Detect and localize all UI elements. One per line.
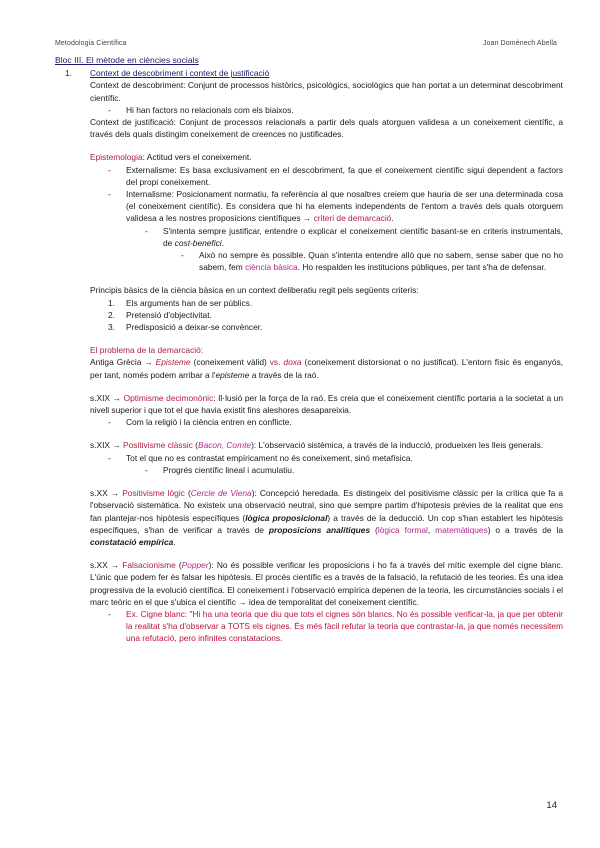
item-text: Els arguments han de ser públics. bbox=[126, 297, 253, 308]
falsacionisme-text: ): No és possible verificar les proposicions i ho fa a través del mític exemple del cigne blanc. L'únic que podem fer és falsar les hipòtesis. El procés científic es a través de la falsació, la refutació de les teories. És una idea progressiva de la evolució científica. El coneixement i l'observació empírica depenen de la teoria, les circumstàncies socials i el marc teòric en el que s'ubica el científic → idea de temporalitat del coneixement científic. bbox=[90, 560, 563, 607]
dash-bullet: - bbox=[145, 225, 148, 236]
dash-bullet: - bbox=[145, 464, 148, 475]
sxix-optimisme-paragraph bbox=[90, 392, 563, 416]
popper-term: Popper bbox=[181, 560, 209, 571]
sintenta-item bbox=[163, 225, 563, 249]
dash-bullet: - bbox=[108, 164, 111, 175]
dash-bullet: - bbox=[181, 250, 184, 261]
positivisme-logic-text: ) a través de la deducció. Un cop s'han establert les hipòtesis específiques, s'han de verificar a través de bbox=[90, 512, 563, 535]
positivisme-classic-text: ): L'observació sistèmica, a través de la inducció, produeixen les lleis generals. bbox=[251, 440, 544, 451]
justificacio-text: Conjunt de processos relacionals a partir dels quals atorguen validesa a un coneixement científic, a través dels quals distingim coneixement de creences no justificades. bbox=[90, 117, 563, 140]
proposicions-analitiques-term: proposicions analítiques bbox=[268, 524, 371, 535]
dash-bullet: - bbox=[108, 189, 111, 200]
authors-term: Bacon, Comte bbox=[197, 440, 252, 451]
descobriment-block bbox=[55, 79, 563, 103]
list-item bbox=[55, 249, 563, 273]
justificacio-paragraph bbox=[90, 116, 563, 140]
principis-intro: Principis bàsics de la ciència bàsica en un context deliberatiu regit pels següents criteris: bbox=[90, 285, 419, 296]
positivisme-classic-paragraph bbox=[90, 439, 563, 451]
falsacionisme-paragraph bbox=[90, 559, 563, 608]
dash-bullet: - bbox=[108, 417, 111, 428]
page-content bbox=[55, 54, 563, 645]
paren-open: ( bbox=[370, 524, 378, 535]
positivisme-classic-bullet: Tot el que no es contrastat empíricament no és coneixement, sinó metafísica. bbox=[126, 452, 413, 463]
principis-block bbox=[55, 284, 563, 296]
internalisme-item bbox=[126, 188, 563, 225]
constatacio-empirica-term: constatació empírica bbox=[90, 536, 174, 547]
cigne-blanc-example: Ex. Cigne blanc: "Hi ha una teoria que diu que tots el cignes són blancs. No és possible verificar-la, ja que per obtenir la realitat s'ha d'observar a TOTS els cignes. És més fàcil refutar la teoria que contrastar-la, ja que només necessitem una refutació, pero infinites constatacions. bbox=[126, 608, 563, 644]
section-number: 1. bbox=[65, 68, 72, 79]
bloc-title: Bloc III. El mètode en ciències socials bbox=[55, 55, 199, 65]
cercle-viena-term: Cercle de Viena bbox=[190, 488, 252, 499]
header-left: Metodologia Científica bbox=[55, 40, 127, 47]
dash-bullet: - bbox=[108, 452, 111, 463]
item-text: Pretensió d'objectivitat. bbox=[126, 309, 212, 320]
vs-term: vs. bbox=[269, 357, 281, 368]
century-lead: s.XIX → bbox=[90, 392, 124, 403]
century-lead: s.XIX → bbox=[90, 440, 124, 451]
criteri-end: . bbox=[391, 213, 394, 224]
list-item bbox=[55, 188, 563, 225]
list-item bbox=[55, 297, 563, 309]
falsacionisme-label: Falsacionisme bbox=[122, 560, 176, 571]
demarcacio-text: a través de la raó. bbox=[249, 369, 319, 380]
century-lead: s.XX → bbox=[90, 488, 123, 499]
item-number: 2. bbox=[108, 309, 115, 320]
positivisme-logic-text: ) o a través de la bbox=[487, 524, 564, 535]
demarcacio-title: El problema de la demarcació: bbox=[90, 345, 204, 356]
list-item bbox=[55, 164, 563, 188]
item-number: 1. bbox=[108, 297, 115, 308]
list-item bbox=[55, 464, 563, 476]
epistemologia-heading bbox=[90, 151, 563, 163]
list-item bbox=[55, 452, 563, 464]
demarcacio-text: (coneixement distorsionat o no justificat). L'entorn físic és enganyós, per tant, només podem arribar a l' bbox=[90, 357, 563, 380]
paren-open: ( bbox=[175, 560, 182, 571]
positivisme-classic-sub: Progrés científic lineal i acumulatiu. bbox=[163, 464, 295, 475]
demarcacio-block bbox=[55, 344, 563, 381]
paren-open: ( bbox=[192, 440, 198, 451]
descobriment-text: Conjunt de processos històrics, psicològics, sociològics que han portat a un determinat descobriment científic. bbox=[90, 80, 563, 103]
list-item bbox=[55, 309, 563, 321]
list-item bbox=[55, 225, 563, 249]
sxx-positivisme-logic-block bbox=[55, 487, 563, 548]
epistemologia-label: Epistemologia bbox=[90, 152, 143, 163]
sxx-falsacionisme-block bbox=[55, 559, 563, 608]
epistemologia-rest: : Actitud vers el coneixement. bbox=[142, 152, 252, 163]
dash-bullet: - bbox=[108, 608, 111, 619]
list-item bbox=[55, 416, 563, 428]
positivisme-logic-paragraph bbox=[90, 487, 563, 548]
optimisme-bullet: Com la religió i la ciència entren en conflicte. bbox=[126, 417, 292, 428]
ciencia-basica-link: ciència bàsica bbox=[245, 262, 298, 273]
demarcacio-text: Antiga Grècia → bbox=[90, 357, 156, 368]
aixo-text-end: . Ho respalden les institucions públiques, per tant s'ha de defensar. bbox=[297, 262, 547, 273]
list-item bbox=[55, 104, 563, 116]
cost-benefici-term: cost-benefici bbox=[174, 237, 222, 248]
justificacio-block bbox=[55, 116, 563, 140]
criteri-link: criteri de demarcació bbox=[313, 213, 392, 224]
descobriment-paragraph bbox=[90, 79, 563, 103]
paren-open: ( bbox=[184, 488, 191, 499]
demarcacio-text: (coneixement vàlid) bbox=[190, 357, 270, 368]
episteme-term: Episteme bbox=[155, 357, 191, 368]
justificacio-label: Context de justificació: bbox=[90, 117, 176, 128]
internalisme-text: Internalisme: Posicionament normatiu, fa referència al que nosaltres creiem que hauria de ser una determinada cosa (el coneixement científic). Es considera que hi ha elements independents de l'entorn a través dels quals otorguem validesa a les nostres proposicions científiques → bbox=[126, 189, 563, 224]
aixo-text: Això no sempre és possible. Quan s'intenta entendre allò que no sabem, sense saber que no ho sabem, fem bbox=[199, 250, 563, 273]
sxix-positivisme-block bbox=[55, 439, 563, 451]
positivisme-logic-text: ): Concepció heredada. Es distingeix del positivisme clàssic per la crítica que fa a l'observació sistemàtica. No existeix una observació neutral, sino que sempre partim d'hipotesis prèvies de la realitat que ens fan plantejar-nos hipòtesis específiques ( bbox=[90, 488, 564, 523]
positivisme-classic-label: Positivisme clàssic bbox=[123, 440, 193, 451]
optimisme-label: Optimisme decimonònic bbox=[123, 392, 214, 403]
episteme-term-2: episteme bbox=[215, 369, 250, 380]
descobriment-label: Context de descobriment: bbox=[90, 80, 186, 91]
logica-formal-term: lògica formal bbox=[377, 524, 428, 535]
section-title: Context de descobriment i context de justificació bbox=[90, 68, 270, 79]
optimisme-text: : Il·lusió per la força de la raó. Es creia que el coneixement científic portaria a la societat a un nivell superior i que tot el que havia existit fins aleshores desapareixia. bbox=[90, 392, 563, 416]
list-item bbox=[55, 608, 563, 645]
sintenta-text: S'intenta sempre justificar, entendre o explicar el coneixement científic basant-se en criteris instrumentals, de bbox=[163, 225, 563, 248]
dash-bullet: - bbox=[108, 104, 111, 115]
logica-proposicional-term: lògica proposicional bbox=[245, 512, 328, 523]
sxix-optimisme-block bbox=[55, 392, 563, 416]
demarcacio-paragraph bbox=[90, 356, 563, 380]
descobriment-bullet: Hi han factors no relacionals com els biaixos. bbox=[126, 104, 294, 115]
positivisme-logic-label: Positivisme lògic bbox=[122, 488, 185, 499]
sintenta-end: . bbox=[221, 237, 224, 248]
page-number: 14 bbox=[546, 800, 557, 811]
list-item bbox=[55, 321, 563, 333]
aixo-item bbox=[199, 249, 563, 273]
item-text: Predisposició a deixar-se convèncer. bbox=[126, 322, 263, 333]
comma: , bbox=[427, 524, 436, 535]
epistemologia-block bbox=[55, 151, 563, 163]
doxa-term: doxa bbox=[283, 357, 302, 368]
section-heading bbox=[55, 67, 563, 79]
item-number: 3. bbox=[108, 322, 115, 333]
externalisme-text: Externalisme: Es basa exclusivament en el descobriment, fa que el coneixement científic sigui dependent a factors del propi coneixement. bbox=[126, 164, 563, 187]
period: . bbox=[173, 536, 176, 547]
century-lead: s.XX → bbox=[90, 560, 123, 571]
matematiques-term: matemàtiques bbox=[435, 524, 488, 535]
header-right: Joan Domènech Abella bbox=[483, 40, 557, 47]
